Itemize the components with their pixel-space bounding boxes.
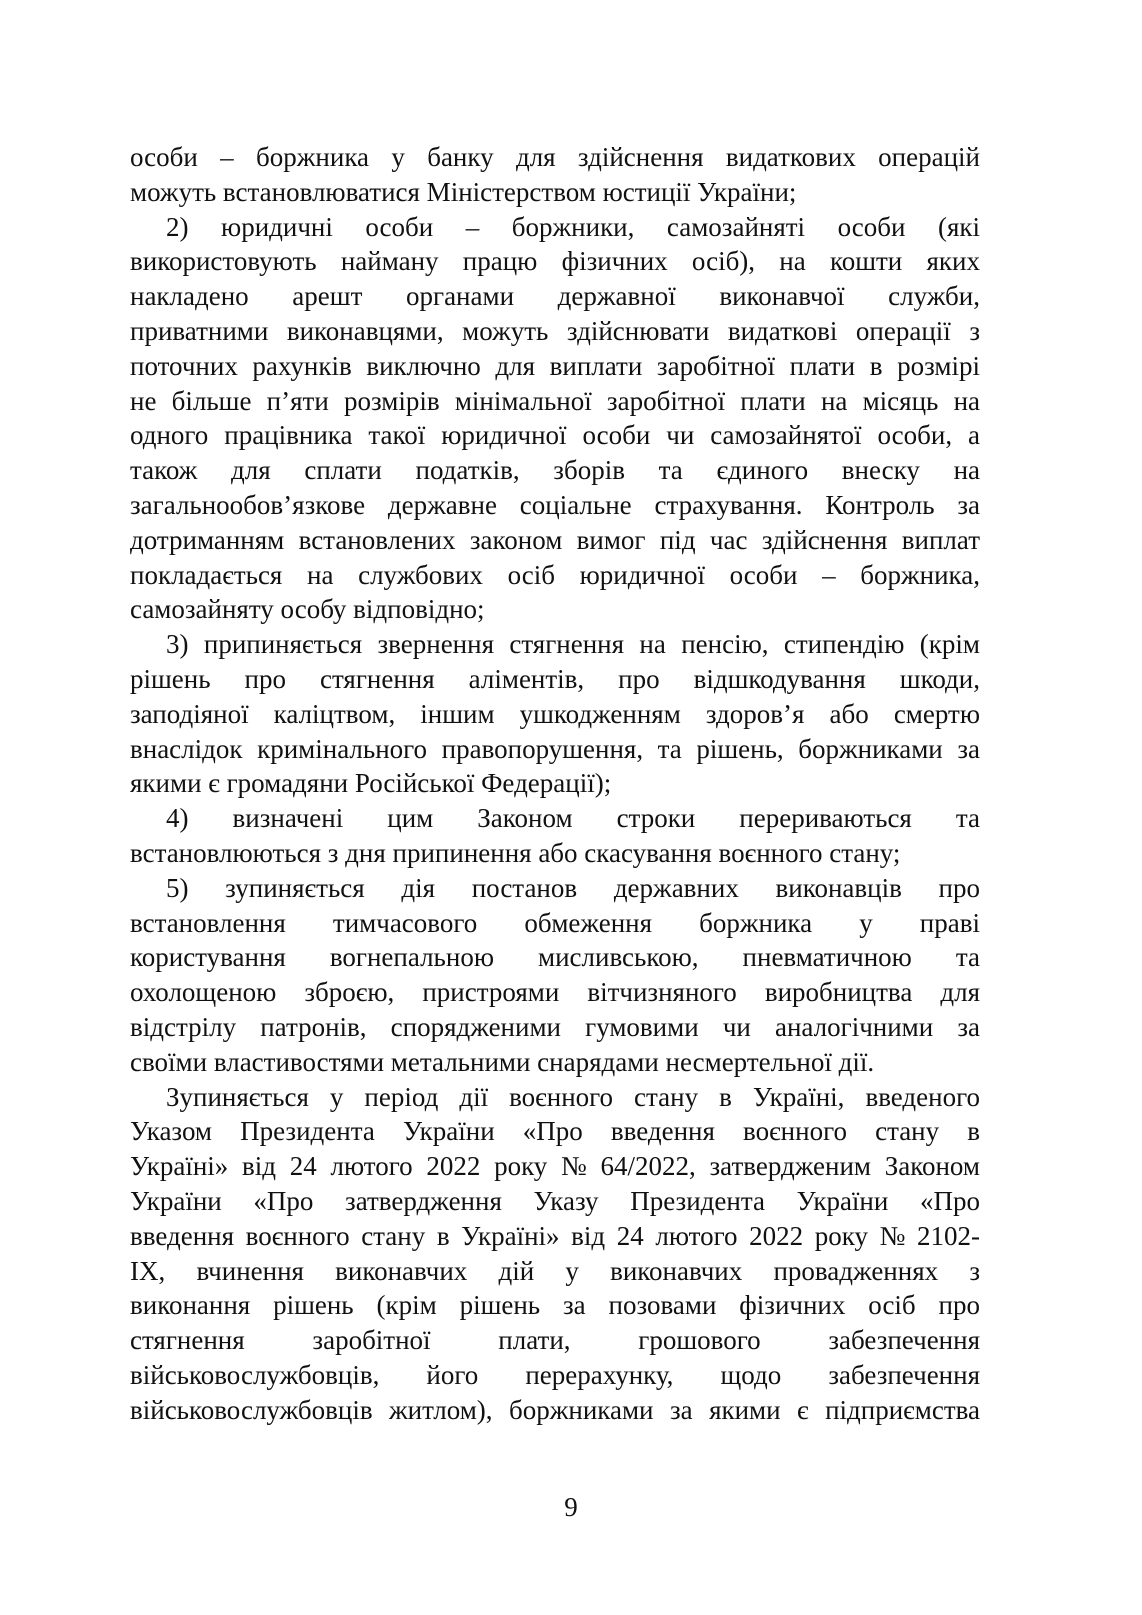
text-line: можуть встановлюватися Міністерством юстиції України; (130, 176, 797, 207)
text-line: дотриманням встановлених законом вимог під час здійснення виплат (130, 524, 980, 555)
text-line: встановлення тимчасового обмеження боржника у праві (130, 907, 980, 938)
text-line: використовують найману працю фізичних осіб), на кошти яких (130, 246, 980, 277)
text-line: поточних рахунків виключно для виплати заробітної плати в розмірі (130, 350, 980, 381)
text-line: 4) визначені цим Законом строки перериваються та (166, 803, 980, 834)
text-line: особи – боржника у банку для здійснення видаткових операцій (130, 142, 980, 172)
text-line: накладено арешт органами державної виконавчої служби, (130, 281, 980, 312)
text-line: також для сплати податків, зборів та єдиного внеску на (130, 455, 980, 486)
text-line: України «Про затвердження Указу Президента України «Про (130, 1185, 980, 1216)
document-page-body (130, 140, 980, 1427)
text-line: приватними виконавцями, можуть здійснювати видаткові операції з (130, 315, 980, 346)
text-line: загальнообов’язкове державне соціальне страхування. Контроль за (130, 489, 980, 520)
text-line: встановлюються з дня припинення або скасування воєнного стану; (130, 837, 901, 868)
text-line: 5) зупиняється дія постанов державних виконавців про (166, 872, 980, 903)
text-line: внаслідок кримінального правопорушення, та рішень, боржниками за (130, 733, 980, 764)
text-line: не більше п’яти розмірів мінімальної заробітної плати на місяць на (130, 385, 980, 416)
text-line: Зупиняється у період дії воєнного стану в Україні, введеного (166, 1081, 980, 1112)
text-line: рішень про стягнення аліментів, про відшкодування шкоди, (130, 663, 980, 694)
text-line: користування вогнепальною мисливською, пневматичною та (130, 942, 980, 973)
text-line: військовослужбовців, його перерахунку, щодо забезпечення (130, 1359, 980, 1390)
text-line: відстрілу патронів, спорядженими гумовими чи аналогічними за (130, 1011, 980, 1042)
text-line: самозайняту особу відповідно; (130, 594, 485, 625)
text-line: Указом Президента України «Про введення воєнного стану в (130, 1116, 980, 1147)
text-line: 2) юридичні особи – боржники, самозайняті особи (які (166, 211, 980, 242)
text-line: охолощеною зброєю, пристроями вітчизняного виробництва для (130, 977, 980, 1008)
text-line: Україні» від 24 лютого 2022 року № 64/2022, затвердженим Законом (130, 1151, 980, 1182)
text-line: введення воєнного стану в Україні» від 24 лютого 2022 року № 2102- (130, 1220, 980, 1251)
text-line: своїми властивостями метальними снарядами несмертельної дії. (130, 1046, 875, 1077)
text-line: виконання рішень (крім рішень за позовами фізичних осіб про (130, 1290, 980, 1321)
text-line: одного працівника такої юридичної особи чи самозайнятої особи, а (130, 420, 980, 451)
text-line: якими є громадяни Російської Федерації); (130, 768, 612, 799)
text-line: заподіяної каліцтвом, іншим ушкодженням здоров’я або смертю (130, 698, 980, 729)
text-line: IX, вчинення виконавчих дій у виконавчих провадженнях з (130, 1255, 980, 1286)
text-line: 3) припиняється звернення стягнення на пенсію, стипендію (крім (166, 629, 980, 660)
text-line: покладається на службових осіб юридичної особи – боржника, (130, 559, 980, 590)
text-line: стягнення заробітної плати, грошового забезпечення (130, 1325, 980, 1356)
page-number: 9 (564, 1492, 578, 1522)
text-line: військовослужбовців житлом), боржниками за якими є підприємства (130, 1394, 980, 1425)
